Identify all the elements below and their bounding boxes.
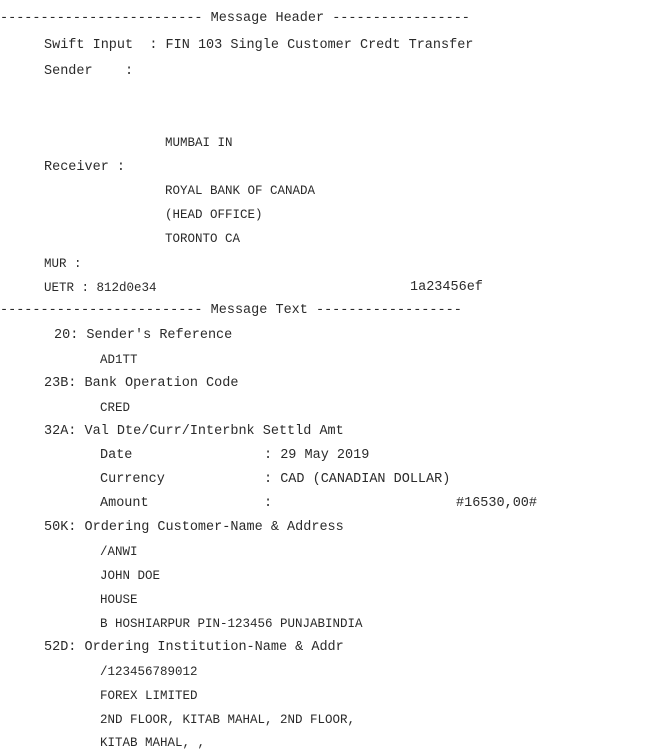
- swift-input-value: FIN 103 Single Customer Credt Transfer: [165, 38, 474, 53]
- receiver-line: (HEAD OFFICE): [165, 208, 263, 222]
- mur-label: MUR :: [44, 257, 82, 271]
- field-52d-line: KITAB MAHAL, ,: [100, 736, 206, 750]
- field-23b-value: CRED: [100, 401, 131, 415]
- separator-dashes-right: ------------------: [315, 303, 462, 318]
- field-52d-heading: [44, 640, 344, 656]
- swift-input-colon: :: [149, 38, 158, 53]
- field-tag: 52D:: [44, 640, 77, 655]
- receiver-line: ROYAL BANK OF CANADA: [165, 184, 316, 198]
- field-32a-heading: [44, 424, 344, 440]
- field-32a-date-value: : 29 May 2019: [264, 448, 370, 463]
- uetr-value: 1a23456ef: [410, 280, 483, 295]
- field-32a-currency-value: : CAD (CANADIAN DOLLAR): [264, 472, 451, 487]
- field-name: Val Dte/Curr/Interbnk Settld Amt: [84, 424, 344, 439]
- field-50k-line: HOUSE: [100, 593, 138, 607]
- separator-dashes-left: -------------------------: [0, 303, 203, 318]
- receiver-label: Receiver :: [44, 160, 126, 175]
- field-name: Sender's Reference: [86, 328, 233, 343]
- receiver-line: TORONTO CA: [165, 232, 241, 246]
- field-tag: 20:: [54, 328, 79, 343]
- sender-row: [44, 64, 133, 80]
- field-name: Ordering Customer-Name & Address: [84, 520, 344, 535]
- field-32a-amount-value: #16530,00#: [456, 496, 538, 511]
- message-header-title: Message Header: [210, 11, 325, 26]
- field-50k-heading: [44, 520, 344, 536]
- field-23b-heading: [44, 376, 238, 392]
- message-text-separator: [0, 303, 650, 319]
- field-50k-line: /ANWI: [100, 545, 138, 559]
- message-text-title: Message Text: [210, 303, 308, 318]
- uetr-label: UETR : 812d0e34: [44, 281, 157, 295]
- field-32a-amount-label: Amount: [100, 496, 149, 511]
- separator-dashes-right: -----------------: [332, 11, 470, 26]
- sender-location: MUMBAI IN: [165, 136, 233, 150]
- sender-label: Sender: [44, 64, 93, 79]
- field-32a-amount-colon: :: [264, 496, 273, 511]
- field-name: Bank Operation Code: [84, 376, 239, 391]
- field-52d-line: FOREX LIMITED: [100, 689, 198, 703]
- field-52d-line: 2ND FLOOR, KITAB MAHAL, 2ND FLOOR,: [100, 713, 356, 727]
- message-header-separator: [0, 11, 650, 27]
- swift-input-row: [44, 38, 473, 54]
- field-32a-currency-label: Currency: [100, 472, 165, 487]
- field-tag: 23B:: [44, 376, 77, 391]
- swift-input-label: Swift Input: [44, 38, 134, 53]
- field-50k-line: B HOSHIARPUR PIN-123456 PUNJABINDIA: [100, 617, 363, 631]
- field-52d-line: /123456789012: [100, 665, 198, 679]
- field-32a-date-label: Date: [100, 448, 133, 463]
- field-20-value: AD1TT: [100, 353, 138, 367]
- field-50k-line: JOHN DOE: [100, 569, 161, 583]
- field-20-heading: [54, 328, 232, 344]
- separator-dashes-left: -------------------------: [0, 11, 203, 26]
- field-tag: 50K:: [44, 520, 77, 535]
- field-name: Ordering Institution-Name & Addr: [84, 640, 344, 655]
- sender-colon: :: [125, 64, 134, 79]
- field-tag: 32A:: [44, 424, 77, 439]
